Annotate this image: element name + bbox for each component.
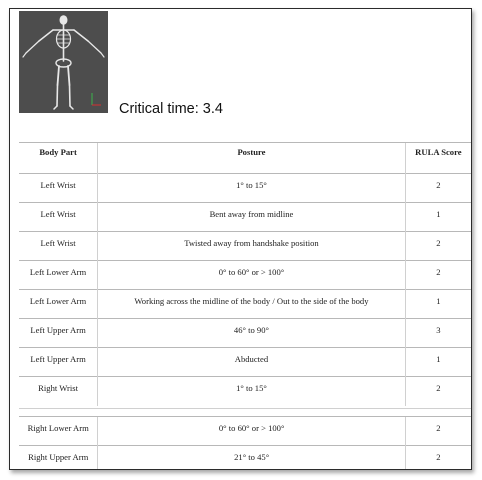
header-rula-score: RULA Score <box>405 143 471 174</box>
cell-posture: 0° to 60° or > 100° <box>98 417 405 446</box>
cell-rula-score: 3 <box>405 319 471 348</box>
rula-score-table <box>19 142 471 406</box>
cell-rula-score: 1 <box>405 203 471 232</box>
cell-posture: Bent away from midline <box>98 203 406 232</box>
cell-posture: Abducted <box>98 348 406 377</box>
table-row <box>19 319 471 348</box>
cell-rula-score: 2 <box>405 377 471 406</box>
table-row <box>19 232 471 261</box>
table-row <box>19 203 471 232</box>
cell-body-part: Left Wrist <box>19 232 98 261</box>
cell-rula-score: 2 <box>405 261 471 290</box>
table-row <box>19 290 471 319</box>
cell-rula-score: 2 <box>405 232 471 261</box>
cell-body-part: Left Wrist <box>19 174 98 203</box>
table-row <box>19 261 471 290</box>
table-row <box>19 377 471 406</box>
cell-body-part: Left Lower Arm <box>19 290 98 319</box>
critical-time-label: Critical time: 3.4 <box>119 101 223 117</box>
cell-rula-score: 1 <box>405 290 471 319</box>
cell-posture: 21° to 45° <box>98 446 405 471</box>
header-body-part: Body Part <box>19 143 98 174</box>
cell-rula-score: 2 <box>405 174 471 203</box>
cell-rula-score: 1 <box>405 348 471 377</box>
cell-rula-score: 2 <box>405 417 471 446</box>
table-row <box>19 174 471 203</box>
cell-posture: 1° to 15° <box>98 174 406 203</box>
cell-body-part: Right Wrist <box>19 377 98 406</box>
cell-posture: 46° to 90° <box>98 319 406 348</box>
cell-rula-score: 2 <box>405 446 471 471</box>
header-posture: Posture <box>98 143 406 174</box>
cell-body-part: Right Lower Arm <box>19 417 98 446</box>
cell-posture: Working across the midline of the body / Out to the side of the body <box>98 290 406 319</box>
cell-body-part: Left Wrist <box>19 203 98 232</box>
cell-posture: 1° to 15° <box>98 377 406 406</box>
table-row <box>19 446 471 471</box>
cell-body-part: Left Lower Arm <box>19 261 98 290</box>
skeleton-model-viewport <box>19 11 108 113</box>
page-break-line <box>19 408 472 409</box>
skeleton-model-icon <box>19 11 108 113</box>
cell-body-part: Right Upper Arm <box>19 446 98 471</box>
table-row <box>19 348 471 377</box>
cell-posture: Twisted away from handshake position <box>98 232 406 261</box>
table-header-row <box>19 143 471 174</box>
cell-posture: 0° to 60° or > 100° <box>98 261 406 290</box>
cell-body-part: Left Upper Arm <box>19 348 98 377</box>
cell-body-part: Left Upper Arm <box>19 319 98 348</box>
rula-score-table-continued <box>19 416 471 470</box>
document-frame <box>9 8 472 470</box>
table-row <box>19 417 471 446</box>
